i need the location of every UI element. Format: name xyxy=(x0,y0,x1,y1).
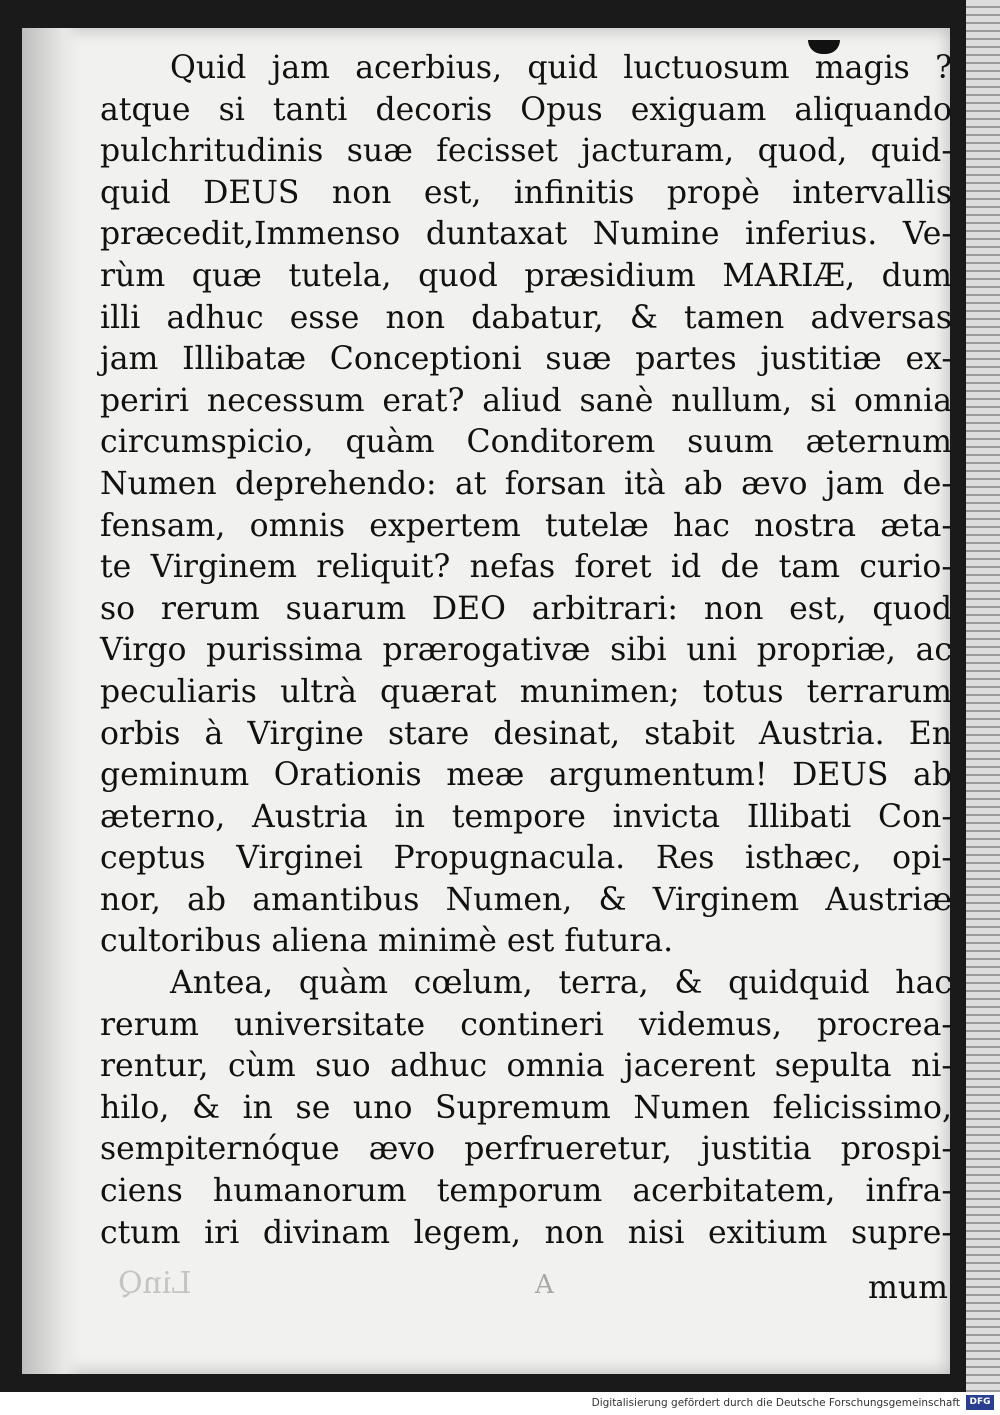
text-line: Antea, quàm cœlum, terra, & quidquid hac xyxy=(170,965,952,1002)
text-line: geminum Orationis meæ argumentum! DEUS ab xyxy=(100,757,952,794)
text-line: ciens humanorum temporum acerbitatem, infra- xyxy=(100,1173,952,1210)
text-line: peculiaris ultrà quærat munimen; totus terrarum xyxy=(100,673,952,710)
text-line: jam Illibatæ Conceptioni suæ partes justitiæ ex- xyxy=(100,341,952,378)
funding-credit: Digitalisierung gefördert durch die Deutsche Forschungsgemeinschaft xyxy=(591,1397,960,1409)
text-line: nor, ab amantibus Numen, & Virginem Austriæ xyxy=(100,881,952,918)
text-line: atque si tanti decoris Opus exiguam aliquando xyxy=(100,91,952,128)
text-line: illi adhuc esse non dabatur, & tamen adversas xyxy=(100,299,952,336)
text-line: circumspicio, quàm Conditorem suum æternum xyxy=(100,424,952,461)
page-gutter-shadow xyxy=(22,28,82,1374)
text-line: rùm quæ tutela, quod præsidium MARIÆ, dum xyxy=(100,257,952,294)
text-line: ceptus Virginei Propugnacula. Res isthæc, opi- xyxy=(100,840,952,877)
footer-bar xyxy=(0,1392,1000,1415)
bleed-through-text: LinQ xyxy=(118,1266,192,1301)
scanner-ruler-strip xyxy=(966,0,1000,1392)
text-line: orbis à Virgine stare desinat, stabit Austria. En xyxy=(100,715,952,752)
catchword: mum xyxy=(867,1270,948,1306)
text-line: ctum iri divinam legem, non nisi exitium supre- xyxy=(100,1214,952,1251)
text-line: sempiternóque ævo perfrueretur, justitia prospi- xyxy=(100,1131,952,1168)
text-line: fensam, omnis expertem tutelæ hac nostra æta- xyxy=(100,507,952,544)
text-line: so rerum suarum DEO arbitrari: non est, quod xyxy=(100,590,952,627)
text-line: rentur, cùm suo adhuc omnia jacerent sepulta ni- xyxy=(100,1048,952,1085)
text-line: hilo, & in se uno Supremum Numen felicissimo, xyxy=(100,1089,952,1126)
text-line: æterno, Austria in tempore invicta Illibati Con- xyxy=(100,798,952,835)
text-line: Quid jam acerbius, quid luctuosum magis ? xyxy=(170,50,952,86)
text-line: te Virginem reliquit? nefas foret id de tam curio- xyxy=(100,549,952,586)
text-line: pulchritudinis suæ fecisset jacturam, quod, quid- xyxy=(100,133,952,170)
dfg-logo: DFG xyxy=(966,1395,994,1410)
page-text-block xyxy=(100,48,952,1254)
text-line: Virgo purissima prærogativæ sibi uni propriæ, ac xyxy=(100,632,952,669)
text-line: rerum universitate contineri videmus, procrea- xyxy=(100,1006,952,1043)
text-line: periri necessum erat? aliud sanè nullum, si omnia xyxy=(100,382,952,419)
text-line: Numen deprehendo: at forsan ità ab ævo jam de- xyxy=(100,465,952,502)
text-line: quid DEUS non est, infinitis propè intervallis xyxy=(100,174,952,211)
text-line: cultoribus aliena minimè est futura. xyxy=(100,923,674,960)
text-line: præcedit,Immenso duntaxat Numine inferius. Ve- xyxy=(100,216,952,253)
signature-mark: A xyxy=(535,1270,554,1300)
